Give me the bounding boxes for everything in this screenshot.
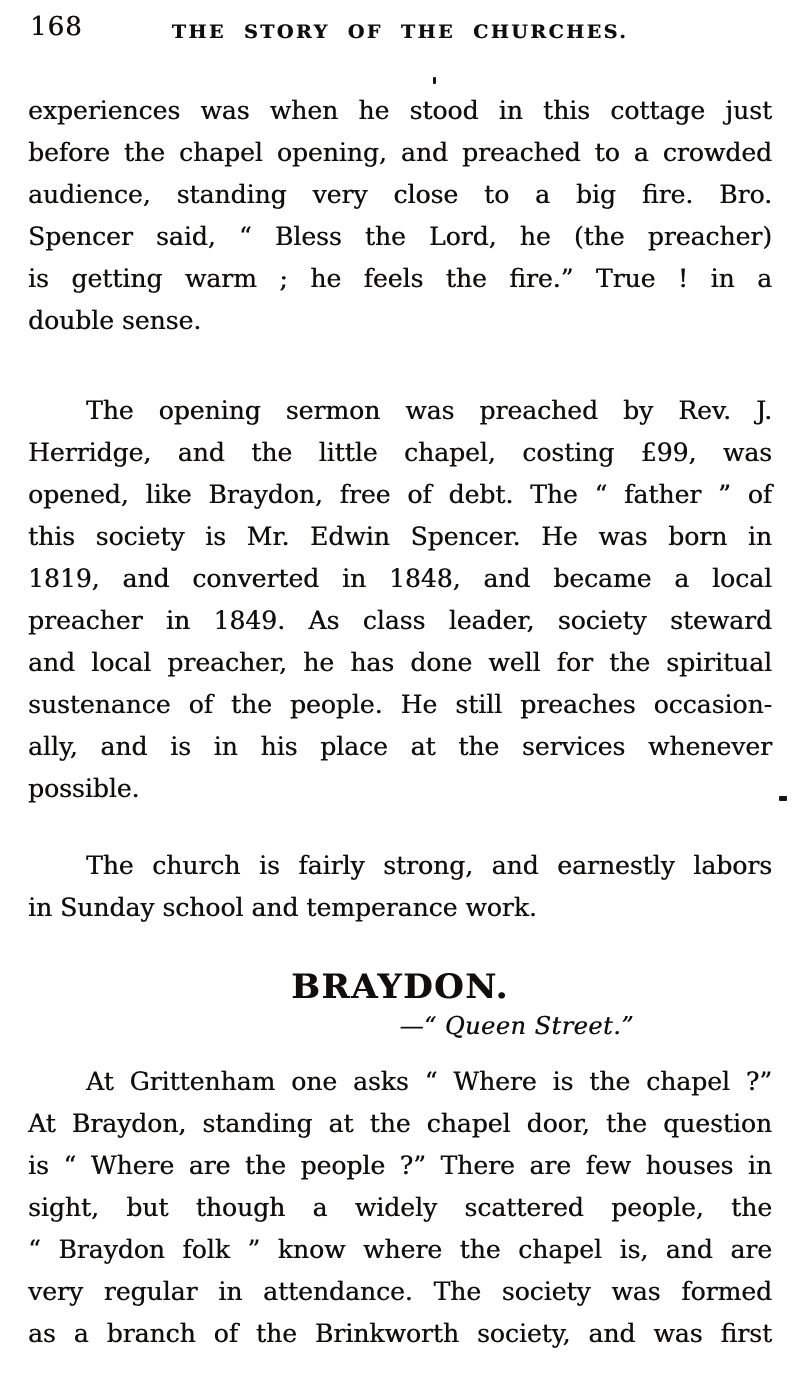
text-line: preacher in 1849. As class leader, society steward (28, 606, 772, 635)
text-line: very regular in attendance. The society was formed (28, 1277, 772, 1306)
text-line: 1819, and converted in 1848, and became a local (28, 564, 772, 593)
page-number: 168 (30, 12, 83, 42)
text-line: The opening sermon was preached by Rev. J. (86, 396, 772, 425)
text-line: as a branch of the Brinkworth society, and was first (28, 1319, 772, 1348)
text-line: possible. (28, 774, 140, 803)
paragraph (28, 1061, 772, 1355)
text-line: ally, and is in his place at the services whenever (28, 732, 772, 761)
text-line: The church is fairly strong, and earnestly labors (86, 851, 772, 880)
text-line: sustenance of the people. He still preaches occasion- (28, 690, 772, 719)
text-line: in Sunday school and temperance work. (28, 893, 537, 922)
text-line: “ Braydon folk ” know where the chapel is, and are (28, 1235, 772, 1264)
paragraph (28, 390, 772, 810)
section-heading: BRAYDON. (291, 967, 509, 1007)
text-line: before the chapel opening, and preached to a crowded (28, 138, 772, 167)
text-line: is “ Where are the people ?” There are few houses in (28, 1151, 772, 1180)
text-line: audience, standing very close to a big fire. Bro. (28, 180, 772, 209)
text-line: Spencer said, “ Bless the Lord, he (the preacher) (28, 222, 772, 251)
scan-artifact-mark (433, 77, 436, 84)
text-line: sight, but though a widely scattered people, the (28, 1193, 772, 1222)
text-line: opened, like Braydon, free of debt. The “ father ” of (28, 480, 772, 509)
text-line: At Grittenham one asks “ Where is the chapel ?” (86, 1067, 772, 1096)
text-line: At Braydon, standing at the chapel door, the question (28, 1109, 772, 1138)
text-block (28, 90, 772, 1355)
text-line: Herridge, and the little chapel, costing £99, was (28, 438, 772, 467)
scan-artifact-mark (779, 796, 787, 801)
text-line: and local preacher, he has done well for the spiritual (28, 648, 772, 677)
section-subtitle: —“ Queen Street.” (399, 1012, 634, 1040)
paragraph (28, 845, 772, 929)
text-line: this society is Mr. Edwin Spencer. He was born in (28, 522, 772, 551)
running-header (0, 0, 800, 48)
text-line: experiences was when he stood in this cottage just (28, 96, 772, 125)
running-title: THE STORY OF THE CHURCHES. (171, 21, 629, 43)
text-line: double sense. (28, 306, 202, 335)
text-line: is getting warm ; he feels the fire.” True ! in a (28, 264, 772, 293)
paragraph (28, 90, 772, 342)
